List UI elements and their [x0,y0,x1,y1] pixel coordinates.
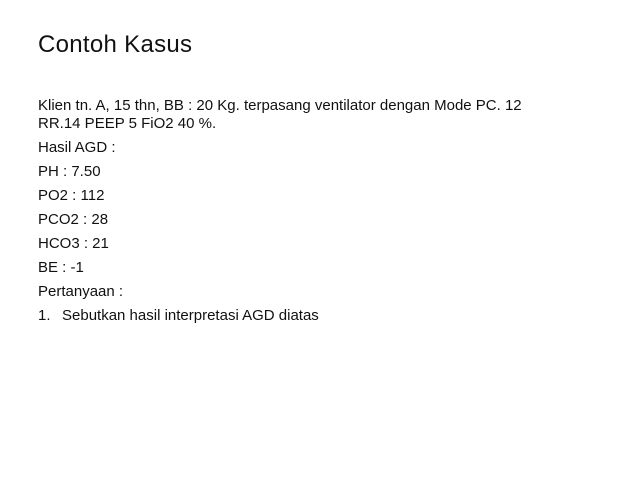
slide-title: Contoh Kasus [38,31,193,58]
question-heading: Pertanyaan : [38,283,124,300]
result-ph: PH : 7.50 [38,163,101,180]
question-list [38,307,618,325]
results-heading: Hasil AGD : [38,139,116,156]
case-description [38,97,618,133]
result-hco3: HCO3 : 21 [38,235,109,252]
result-po2: PO2 : 112 [38,187,105,204]
result-be: BE : -1 [38,259,84,276]
question-number: 1. [38,307,51,324]
question-text: Sebutkan hasil interpretasi AGD diatas [62,307,319,324]
slide-body [38,97,618,325]
case-description-line-1: Klien tn. A, 15 thn, BB : 20 Kg. terpasang ventilator dengan Mode PC. 12 [38,97,522,114]
result-pco2: PCO2 : 28 [38,211,109,228]
question-item [38,307,618,325]
case-description-line-2: RR.14 PEEP 5 FiO2 40 %. [38,115,217,132]
